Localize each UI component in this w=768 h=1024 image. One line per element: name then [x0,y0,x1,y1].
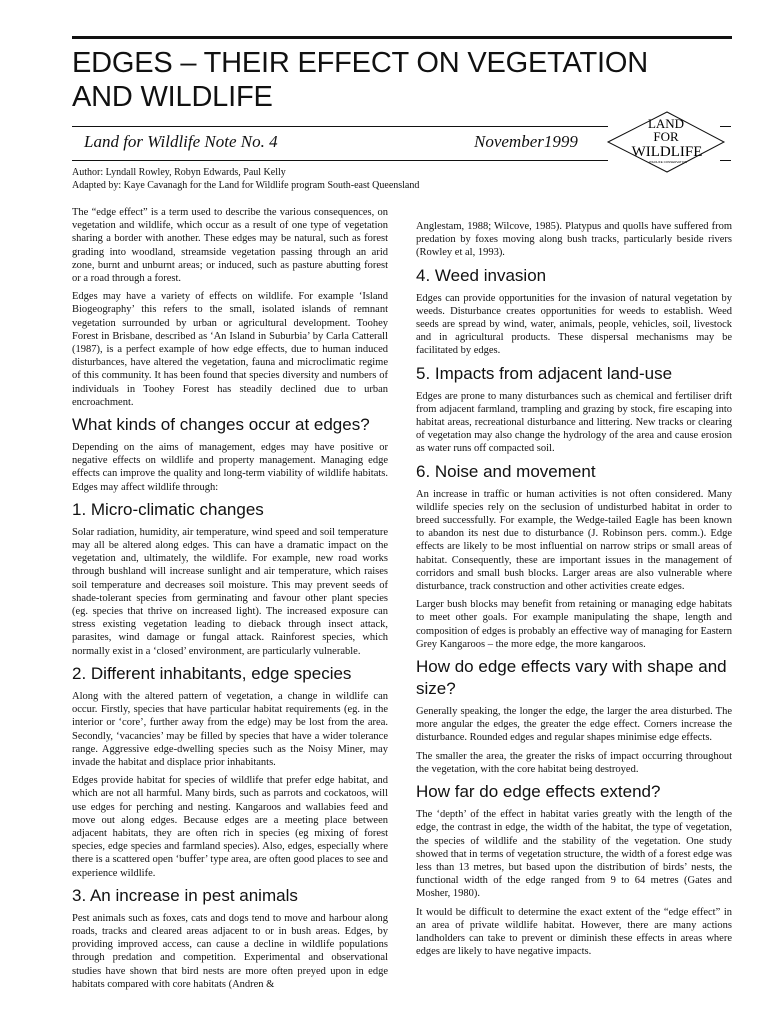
heading-land-use: 5. Impacts from adjacent land-use [416,363,673,383]
inhabitants-paragraph-1: Along with the altered pattern of vegetation, a change in wildlife can occur. Firstly, species that have particular habitat requirements (eg. in the interior or ‘core’, further away from the edge) may be lost from the area. Secondly, ‘vacancies’ may be filled by species that have a wider tolerance range. Aggressive edge-dwelling species such as the Noisy Miner, may invade the habitat and displace prior inhabitants. [72,690,388,768]
heading-pests: 3. An increase in pest animals [72,885,298,905]
shape-paragraph: Generally speaking, the longer the edge, the larger the area disturbed. The more angular the edges, the greater the edge effect. Corners increase the disturbance. Rounded edges and regular shapes minimise edge effects. [416,706,732,744]
pests-continued-paragraph: Anglestam, 1988; Wilcove, 1985). Platypus and quolls have suffered from predation by foxes moving along bush tracks, particularly beside rivers (Rowley et al, 1993). [416,221,732,259]
noise-paragraph: An increase in traffic or human activities is not often considered. Many wildlife species rely on the seclusion of undisturbed habitat in order to breed successfully. For example, the Wedge-tailed Eagle has been known to abandon its nest due to disturbance (J. Robinson pers. comm.). Edge effects are likely to be most influential on narrow strips or small areas of habitat. Consequently, these are important issues in the management of corridors and small bush blocks. Larger areas are also vulnerable where disturbance, track construction and other activities create edges. [416,488,732,593]
heading-shape-size: How do edge effects vary with shape and size? [416,657,727,699]
island-paragraph: Edges may have a variety of effects on wildlife. For example ‘Island Biogeography’ this refers to the small, isolated islands of remnant vegetation surrounded by urban or agricultural development. Toohey Forest in Brisbane, described as ‘An Island in Suburbia’ by Carla Catterall (1987), is a perfect example of how edge effects, due to human induced disturbances, have altered the vegetation, fauna and microclimatic regime of this community. It has been found that species diversity and numbers of individuals in Toohey Forest has steadily declined due to urban encroachment. [72,291,388,408]
right-column [416,220,732,963]
logo-tagline: WILDLIFE CONSERVATION [648,160,688,164]
note-title: Land for Wildlife Note No. 4 [84,132,278,151]
logo-text-land: LAND [647,116,685,131]
note-date: November1999 [474,132,578,151]
land-use-paragraph: Edges are prone to many disturbances such as chemical and fertiliser drift from adjacent farmland, trampling and grazing by stock, fire escaping into habitat areas, recreational disturbance and littering. New tracks or clearing of vegetation may also change the hydrology of the area and cause erosion as water runs off compacted soil. [416,390,732,455]
inhabitants-paragraph-2: Edges provide habitat for species of wildlife that prefer edge habitat, and which are not all harmful. Many birds, such as parrots and cockatoos, will use edges for perching and nesting. Kangaroos and wallabies feed and move out along edges. Because edges are a meeting place between adjacent habitats, they are often rich in species (eg mixing of forest species, edge species and farmland species). Also, edges, especially where there is a scattered open ‘buffer’ type area, are often good places to see and experience wildlife. [72,775,388,879]
header-rule [72,36,732,39]
land-for-wildlife-logo [606,110,728,174]
changes-paragraph: Depending on the aims of management, edges may have positive or negative effects on wildlife and property management. Managing edge effects can improve the quality and long-term viability of wildlife habitats. Edges may affect wildlife through: [72,442,388,493]
microclimatic-paragraph: Solar radiation, humidity, air temperature, wind speed and soil temperature may all be altered along edges. This can have a dramatic impact on the vegetation and, ultimately, the wildlife. For example, new road works through bushland will increase sunlight and air temperature, which raises soil temperature and decreases soil moisture. This may prevent seeds of shade-tolerant species from germinating and favour other plant species (eg. species that thrive on increased light). The increased exposure can stress existing vegetation leading to dieback through insect attack, parasites, wind damage or fungal attack. Rainforest species, which normally exist in a ‘closed’ environment, are particularly vulnerable. [72,526,388,657]
area-paragraph: The smaller the area, the greater the risks of impact occurring throughout the vegetation, with the core habitat being destroyed. [416,750,732,775]
logo-text-wildlife: WILDLIFE [631,144,703,160]
heading-microclimatic: 1. Micro-climatic changes [72,499,264,519]
weeds-paragraph: Edges can provide opportunities for the invasion of natural vegetation by weeds. Disturbance creates opportunities for weeds to establish. Weed seeds are spread by wind, water, animals, people, vehicles, soil, livestock and in agricultural products. These dispersal mechanisms may be facilitated by edges. [416,292,732,357]
credits [72,166,419,192]
pests-paragraph: Pest animals such as foxes, cats and dogs tend to move and harbour along roads, tracks and cleared areas adjacent to or in bush areas. Edges, by providing improved access, can cause a decline in wildlife populations through predation and competition. Experimental and observational studies have shown that bird nests are more often preyed upon in edge habitats compared with core habitats (Andren & [72,912,388,990]
page-title: EDGES – THEIR EFFECT ON VEGETATION AND WILDLIFE [72,47,648,113]
heading-inhabitants: 2. Different inhabitants, edge species [72,663,352,683]
credits-authors: Author: Lyndall Rowley, Robyn Edwards, Paul Kelly [72,167,286,178]
heading-noise: 6. Noise and movement [416,461,596,481]
depth-paragraph: The ‘depth’ of the effect in habitat varies greatly with the length of the edge, the contrast in edge, the width of the habitat, the type of vegetation, the species of wildlife and the stability of the vegetation. One study showed that in terms of vegetation structure, the width of a forest edge was less than 13 metres, but based upon the distribution of birds’ nests, the functional width of the edge ranged from 9 to 64 metres (Gates and Mosher, 1980). [416,809,732,900]
note-rule-top [72,126,608,127]
bush-blocks-paragraph: Larger bush blocks may benefit from retaining or managing edge habitats to meet other goals. For example manipulating the shape, length and composition of edges is probably an effective way of managing for Eastern Grey Kangaroos – the more edge, the more kangaroos. [416,599,732,650]
left-column [72,206,388,996]
credits-adapted: Adapted by: Kaye Cavanagh for the Land for Wildlife program South-east Queensland [72,180,420,191]
heading-weeds: 4. Weed invasion [416,265,547,285]
note-rule-bottom [72,160,608,161]
intro-paragraph: The “edge effect” is a term used to describe the various consequences, on vegetation and wildlife, which occur as a result of one type of vegetation sharing a border with another. These edges may be natural, such as forest grading into woodland, streamside vegetation passing through an arid zone, burnt and unburnt areas; or induced, such as pasture abutting forest or a road through a forest. [72,207,388,285]
landholder-paragraph: It would be difficult to determine the exact extent of the “edge effect” in an area of private wildlife habitat. However, there are many actions landholders can take to prevent or diminish these effects in areas where edges are likely to have negative impacts. [416,906,732,958]
logo-text-for: FOR [653,129,679,144]
heading-changes: What kinds of changes occur at edges? [72,415,370,435]
heading-extent: How far do edge effects extend? [416,782,661,802]
